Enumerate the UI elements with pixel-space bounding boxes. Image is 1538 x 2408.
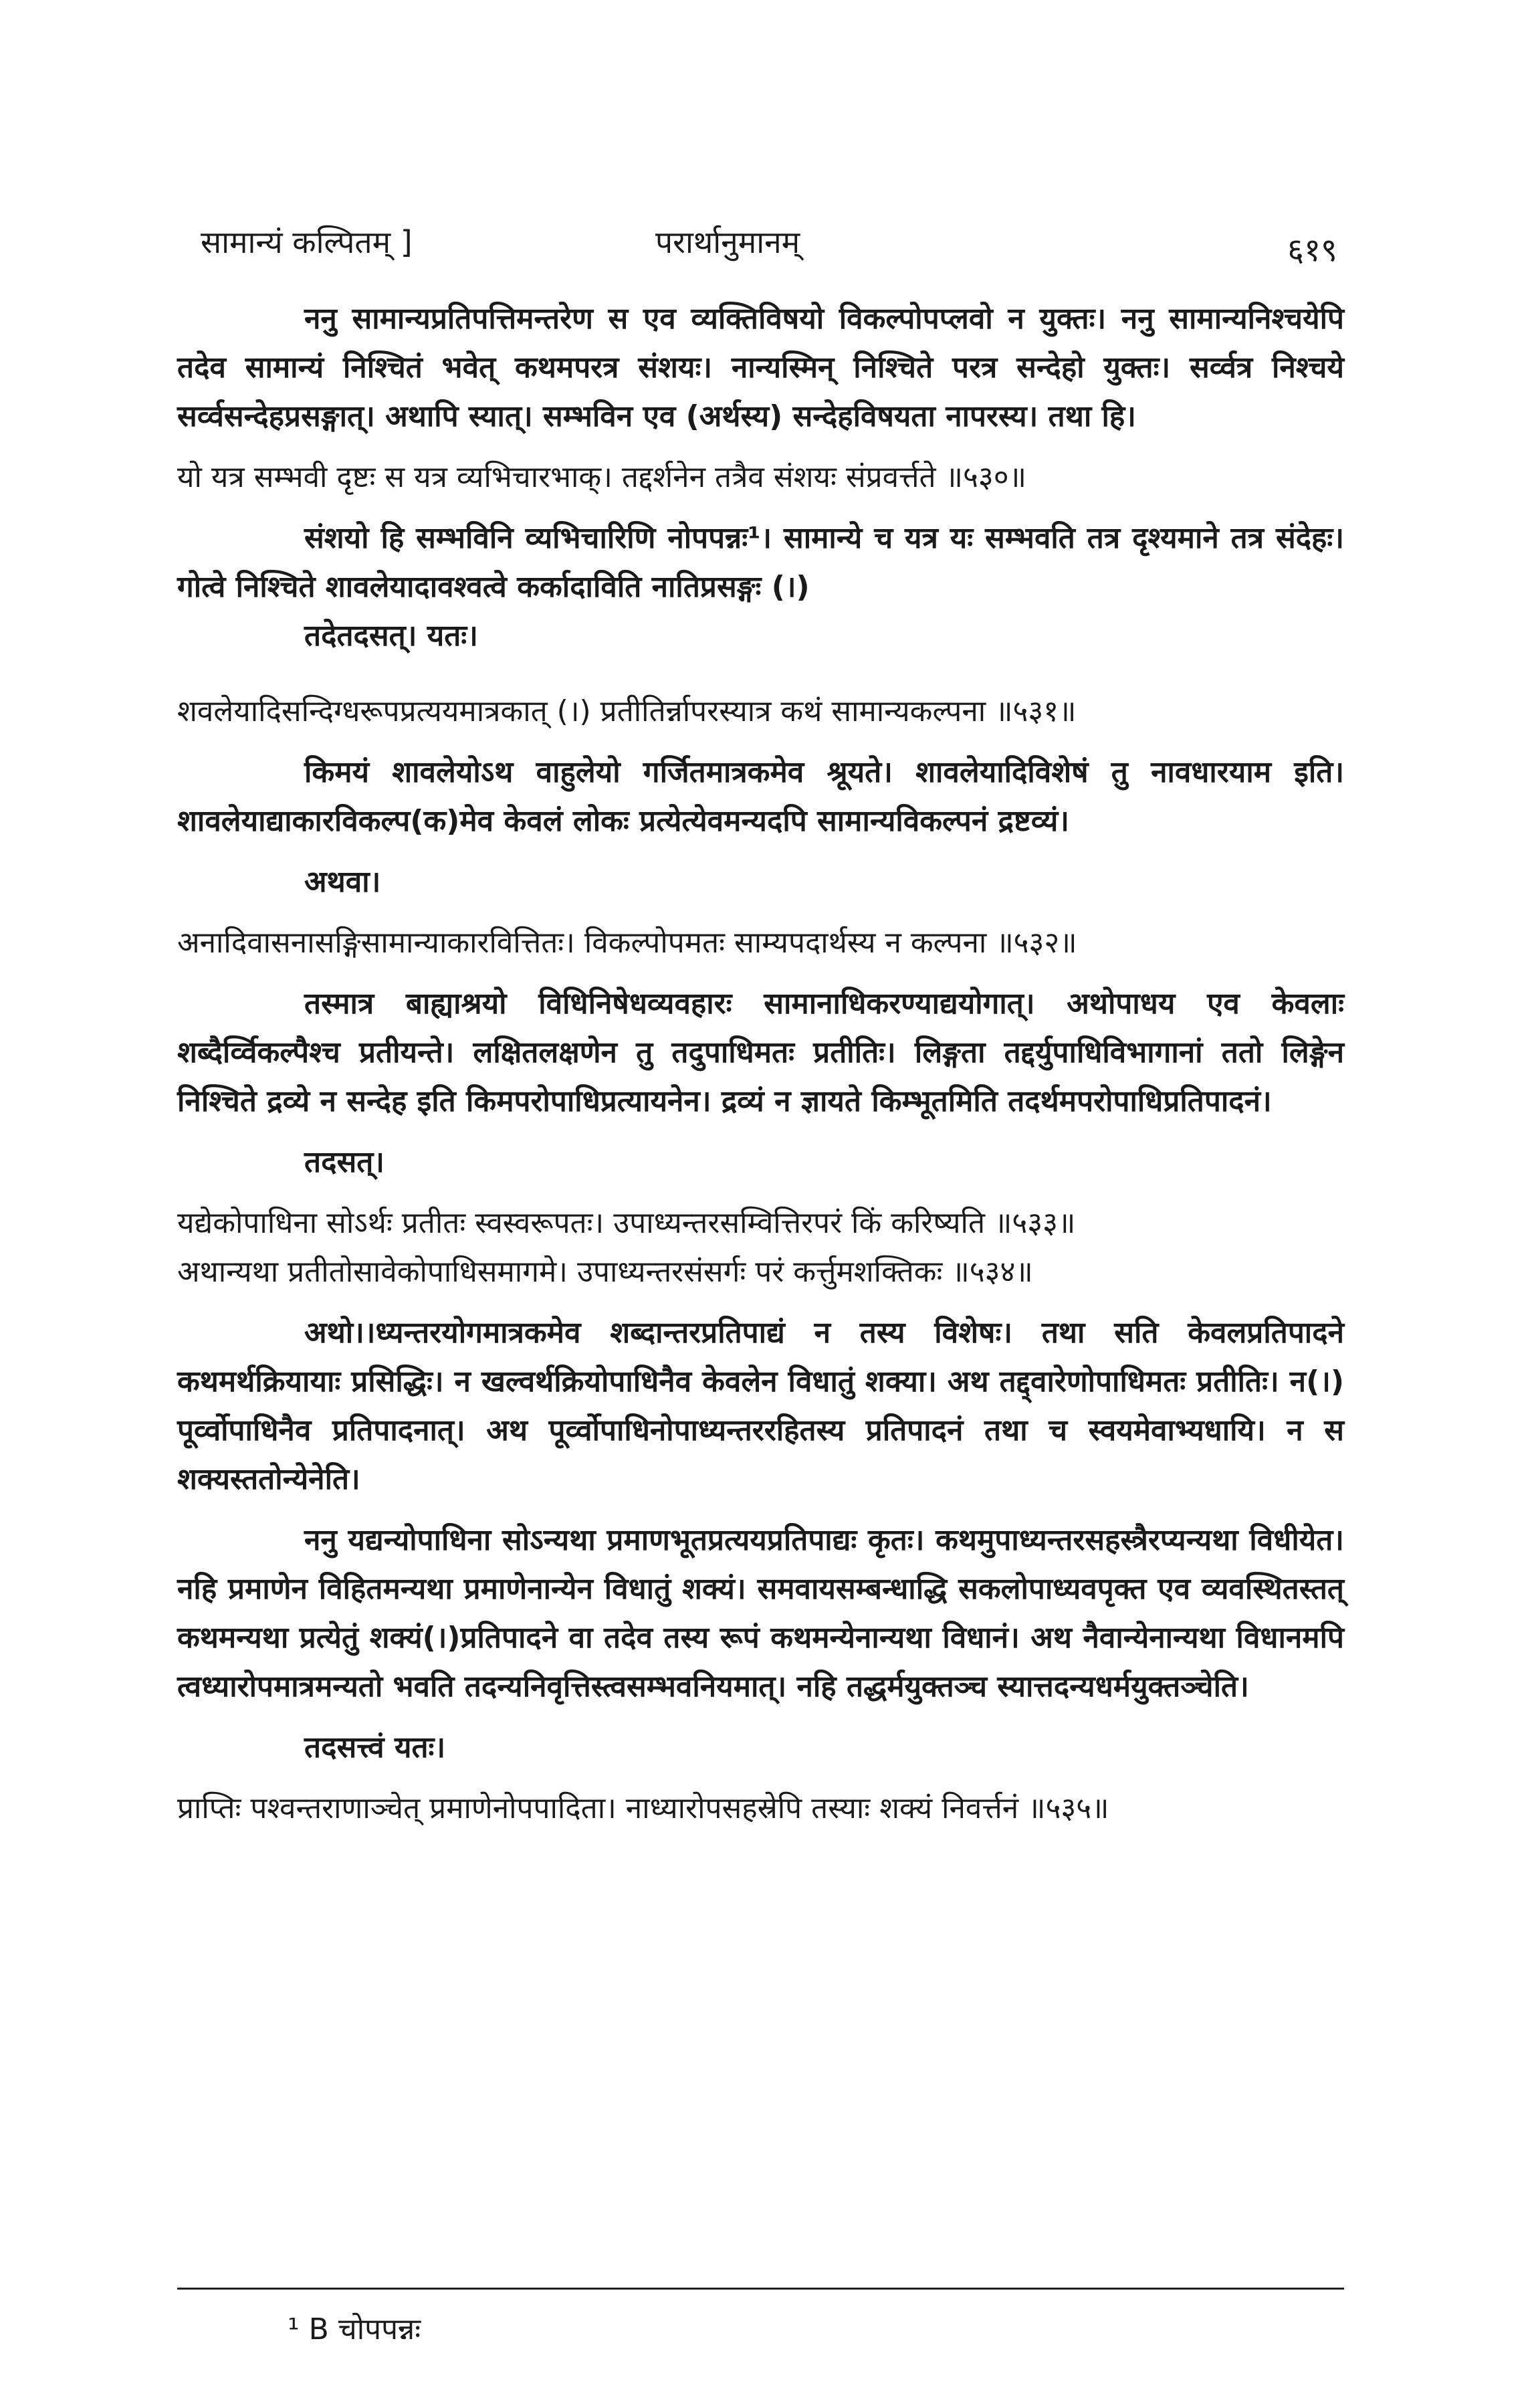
commentary-paragraph: अथो।।ध्यन्तरयोगमात्रकमेव शब्दान्तरप्रतिपाद्यं न तस्य विशेषः। तथा सति केवलप्रतिपादने कथमर्थक्रियायाः प्रसिद्धिः। न खल्वर्थक्रियोपाधिनैव केवलेन विधातुं शक्या। अथ तद्द्वारेणोपाधिमतः प्रतीतिः। न(।) पूर्व्वोपाधिनैव प्रतिपादनात्। अथ पूर्व्वोपाधिनोपाध्यन्तररहितस्य प्रतिपादनं तथा च स्वयमेवाभ्यधायि। न स शक्यस्ततोन्येनेति। (177, 1316, 1344, 1496)
page-number: ६१९ (1287, 231, 1337, 269)
page-header (201, 221, 1337, 274)
footnote-divider (177, 2288, 1344, 2290)
verse-532: अनादिवासनासङ्गिसामान्याकारवित्तितः। विकल्पोपमतः साम्यपदार्थस्य न कल्पना ॥५३२॥ (177, 926, 1077, 960)
short-line: तदेतदसत्। यतः। (304, 619, 478, 653)
verse-533: यद्येकोपाधिना सोऽर्थः प्रतीतः स्वस्वरूपतः। उपाध्यन्तरसम्वित्तिरपरं किं करिष्यति ॥५३३॥ (177, 1206, 1076, 1240)
commentary-paragraph: ननु यद्यन्योपाधिना सोऽन्यथा प्रमाणभूतप्रत्ययप्रतिपाद्यः कृतः। कथमुपाध्यन्तरसहस्त्रैरप्यन्यथा विधीयेत। नहि प्रमाणेन विहितमन्यथा प्रमाणेनान्येन विधातुं शक्यं। समवायसम्बन्धाद्धि सकलोपाध्यवपृक्त एव व्यवस्थितस्तत् कथमन्यथा प्रत्येतुं शक्यं(।)प्रतिपादने वा तदेव तस्य रूपं कथमन्येनान्यथा विधानं। अथ नैवान्येनान्यथा विधानमपि त्वध्यारोपमात्रमन्यतो भवति तदन्यनिवृत्तिस्त्वसम्भवनियमात्। नहि तद्धर्मयुक्तञ्च स्यात्तदन्यधर्मयुक्तञ्चेति। (177, 1523, 1344, 1704)
running-title-center: परार्थानुमानम् (655, 224, 800, 260)
page-body (177, 294, 1344, 1833)
commentary-paragraph: तस्मात्र बाह्याश्रयो विधिनिषेधव्यवहारः सामानाधिकरण्याद्ययोगात्। अथोपाधय एव केवलाः शब्दैर्व्विकल्पैश्च प्रतीयन्ते। लक्षितलक्षणेन तु तदुपाधिमतः प्रतीतिः। लिङ्गता तद्दर्युपाधिविभागानां ततो लिङ्गेन निश्चिते द्रव्ये न सन्देह इति किमपरोपाधिप्रत्यायनेन। द्रव्यं न ज्ञायते किम्भूतमिति तदर्थमपरोपाधिप्रतिपादनं। (177, 987, 1344, 1118)
footnote: ¹ B चोपपन्नः (288, 2312, 421, 2346)
verse-534: अथान्यथा प्रतीतोसावेकोपाधिसमागमे। उपाध्यन्तरसंसर्गः परं कर्त्तुमशक्तिकः ॥५३४॥ (177, 1255, 1033, 1289)
commentary-paragraph: ननु सामान्यप्रतिपत्तिमन्तरेण स एव व्यक्तिविषयो विकल्पोपप्लवो न युक्तः। ननु सामान्यनिश्चयेपि तदेव सामान्यं निश्चितं भवेत् कथमपरत्र संशयः। नान्यस्मिन् निश्चिते परत्र सन्देहो युक्तः। सर्व्वत्र निश्चये सर्व्वसन्देहप्रसङ्गात्। अथापि स्यात्। सम्भविन एव (अर्थस्य) सन्देहविषयता नापरस्य। तथा हि। (177, 302, 1344, 433)
commentary-paragraph: संशयो हि सम्भविनि व्यभिचारिणि नोपपन्नः¹। सामान्ये च यत्र यः सम्भवति तत्र दृश्यमाने तत्र संदेहः। गोत्वे निश्चिते शावलेयादावश्वत्वे कर्कादाविति नातिप्रसङ्गः (।) (177, 521, 1344, 604)
commentary-paragraph: किमयं शावलेयोऽथ वाहुलेयो गर्जितमात्रकमेव श्रूयते। शावलेयादिविशेषं तु नावधारयाम इति। शावलेयाद्याकारविकल्प(क)मेव केवलं लोकः प्रत्येत्येवमन्यदपि सामान्यविकल्पनं द्रष्टव्यं। (177, 755, 1344, 838)
verse-531: शवलेयादिसन्दिग्धरूपप्रत्ययमात्रकात् (।) प्रतीतिर्न्नापरस्यात्र कथं सामान्यकल्पना ॥५३१॥ (177, 694, 1077, 728)
short-line: तदसत्। (304, 1145, 384, 1179)
verse-530: यो यत्र सम्भवी दृष्टः स यत्र व्यभिचारभाक्। तद्दर्शनेन तत्रैव संशयः संप्रवर्त्तते ॥५३०॥ (177, 460, 1026, 494)
short-line: अथवा। (304, 865, 381, 899)
running-title-left: सामान्यं कल्पितम् ] (201, 224, 413, 260)
verse-535: प्राप्तिः पश्वन्तराणाञ्चेत् प्रमाणेनोपपादिता। नाध्यारोपसहस्रेपि तस्याः शक्यं निवर्त्तनं ॥५३५॥ (177, 1791, 1109, 1825)
short-line: तदसत्त्वं यतः। (304, 1730, 446, 1765)
